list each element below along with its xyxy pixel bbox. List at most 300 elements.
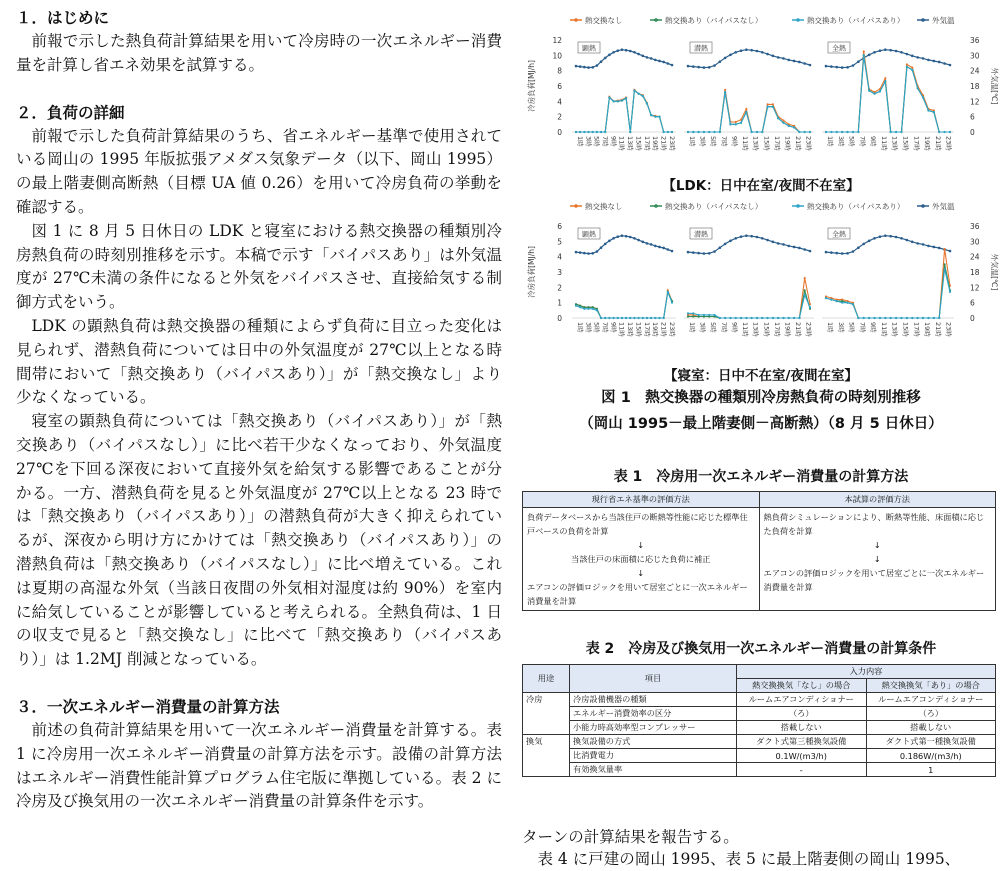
data-point — [703, 252, 706, 255]
x-tick-label: 21時 — [659, 322, 668, 337]
section-heading-method: ３．一次エネルギー消費量の計算方法 — [16, 697, 280, 716]
data-point — [650, 243, 653, 246]
data-point — [646, 242, 649, 245]
table1-cell: 当該住戸の床面積に応じた負荷に補正 — [571, 554, 711, 564]
x-tick-label: 21時 — [794, 322, 803, 337]
x-tick-label: 21時 — [794, 136, 803, 151]
data-point — [663, 317, 665, 319]
table-2 — [522, 664, 996, 777]
data-point — [708, 252, 711, 255]
data-point — [633, 90, 635, 92]
y-axis-label: 冷房負荷[MJ/h] — [527, 246, 536, 298]
x-tick-label: 15時 — [901, 322, 910, 337]
y-tick-label: 2 — [557, 283, 562, 293]
data-point — [777, 117, 779, 119]
series-line — [688, 278, 810, 318]
data-point — [608, 54, 611, 57]
data-point — [745, 317, 747, 319]
y2-tick-label: 0 — [970, 314, 975, 323]
data-point — [616, 49, 619, 52]
data-point — [857, 131, 859, 133]
paragraph: 図 1 に 8 月 5 日休日の LDK と寝室における熱交換器の種類別冷房熱負荷の時刻別推移を示す。本稿で示す「バイパスあり」は外気温度が 27℃未満の条件になると外気をバイパスさせ、直接給気する制御方式をいう。 — [16, 221, 502, 312]
data-point — [740, 122, 742, 124]
data-point — [745, 234, 748, 237]
x-tick-label: 23時 — [804, 322, 813, 337]
x-tick-label: 3時 — [698, 322, 707, 333]
data-point — [734, 237, 737, 240]
data-point — [583, 308, 585, 310]
data-point — [884, 234, 887, 237]
x-tick-label: 5時 — [709, 322, 718, 333]
data-point — [804, 277, 806, 279]
section-heading-load: ２．負荷の詳細 — [16, 103, 125, 122]
data-point — [803, 248, 806, 251]
data-point — [654, 116, 656, 118]
legend-label: 熱交換あり（バイパスあり） — [807, 16, 905, 25]
data-point — [719, 131, 721, 133]
legend-label: 熱交換なし — [585, 16, 623, 25]
x-tick-label: 13時 — [890, 136, 899, 151]
panel-label: 潜熱 — [694, 230, 708, 239]
y2-tick-label: 12 — [970, 97, 980, 107]
x-tick-label: 23時 — [667, 136, 676, 151]
data-point — [671, 64, 674, 67]
x-tick-label: 9時 — [730, 322, 739, 333]
x-tick-label: 15時 — [901, 136, 910, 151]
x-tick-label: 7時 — [719, 322, 728, 333]
data-point — [662, 247, 665, 250]
data-point — [750, 49, 753, 52]
table2-item: 換気設備の方式 — [570, 735, 737, 749]
data-point — [698, 131, 700, 133]
x-tick-label: 7時 — [601, 322, 610, 333]
y-tick-label: 4 — [557, 252, 562, 262]
data-point — [911, 69, 913, 71]
data-point — [873, 317, 875, 319]
figure-caption: 図 1 熱交換器の種類別冷房熱負荷の時刻別推移 — [601, 390, 921, 406]
y2-axis-label: 外気温[℃] — [990, 67, 999, 105]
table1-caption: 表 1 冷房用一次エネルギー消費量の計算方法 — [613, 469, 909, 485]
x-tick-label: 1時 — [688, 136, 696, 147]
x-tick-label: 17時 — [642, 136, 651, 151]
data-point — [846, 302, 848, 304]
data-point — [646, 56, 649, 59]
series-line — [688, 295, 810, 318]
data-point — [825, 65, 828, 68]
table2-cell: （ろ） — [737, 707, 867, 721]
data-point — [846, 66, 849, 69]
data-point — [579, 306, 581, 308]
data-point — [761, 317, 763, 319]
data-point — [735, 123, 737, 125]
data-point — [938, 317, 940, 319]
x-tick-label: 11時 — [741, 136, 750, 151]
data-point — [879, 235, 882, 238]
data-point — [906, 53, 909, 56]
data-point — [772, 317, 774, 319]
table2-cell: 0.1W/(m3/h) — [737, 749, 867, 763]
data-point — [719, 317, 721, 319]
legend-label: 外気温 — [932, 202, 955, 211]
y2-tick-label: 6 — [970, 298, 975, 308]
data-point — [692, 251, 695, 254]
data-point — [906, 66, 908, 68]
data-point — [788, 317, 790, 319]
data-point — [825, 251, 828, 254]
x-tick-label: 15時 — [634, 136, 643, 151]
data-point — [916, 56, 919, 59]
data-point — [803, 62, 806, 65]
data-point — [772, 55, 775, 58]
data-point — [863, 54, 865, 56]
table2-header: 項目 — [570, 665, 737, 693]
x-tick-label: 13時 — [751, 136, 760, 151]
legend-marker — [574, 204, 578, 208]
x-tick-label: 13時 — [890, 322, 899, 337]
data-point — [667, 248, 670, 251]
y2-tick-label: 6 — [970, 112, 975, 122]
table2-header: 熱交換換気「なし」の場合 — [737, 679, 867, 693]
data-point — [625, 97, 627, 99]
data-point — [772, 103, 774, 105]
data-point — [687, 131, 689, 133]
data-point — [793, 317, 795, 319]
data-point — [724, 57, 727, 60]
data-point — [895, 317, 897, 319]
x-tick-label: 13時 — [626, 136, 635, 151]
data-point — [596, 131, 598, 133]
data-point — [830, 251, 833, 254]
data-point — [944, 248, 946, 250]
data-point — [895, 50, 898, 53]
data-point — [633, 237, 636, 240]
data-point — [751, 317, 753, 319]
x-tick-label: 11時 — [617, 322, 626, 337]
data-point — [654, 59, 657, 62]
data-point — [745, 108, 747, 110]
table2-use: 冷房 — [523, 693, 570, 735]
caption-bedroom: 【寝室：日中不在室/夜間在室】 — [664, 368, 858, 384]
y-tick-label: 6 — [557, 82, 562, 91]
x-tick-label: 23時 — [667, 322, 676, 337]
table2-item: 比消費電力 — [570, 749, 737, 763]
data-point — [782, 243, 785, 246]
table2-item: 有効換気量率 — [570, 763, 737, 777]
data-point — [846, 252, 849, 255]
data-point — [766, 317, 768, 319]
data-point — [879, 90, 881, 92]
data-point — [761, 51, 764, 54]
x-tick-label: 17時 — [772, 322, 781, 337]
series-line — [826, 55, 950, 132]
table2-caption: 表 2 冷房及び換気用一次エネルギー消費量の計算条件 — [585, 641, 937, 657]
table2-cell: ダクト式第一種換気設備 — [866, 735, 996, 749]
data-point — [745, 48, 748, 51]
data-point — [798, 61, 801, 64]
series-line — [688, 92, 810, 132]
data-point — [687, 251, 690, 254]
table2-cell: 搭載しない — [866, 721, 996, 735]
arrow: ↓ — [637, 568, 645, 578]
data-point — [719, 60, 722, 63]
data-point — [830, 131, 832, 133]
data-point — [592, 308, 594, 310]
data-point — [698, 314, 700, 316]
x-tick-label: 5時 — [847, 136, 856, 147]
data-point — [638, 317, 640, 319]
data-point — [841, 66, 844, 69]
x-tick-label: 3時 — [584, 136, 593, 147]
data-point — [846, 131, 848, 133]
series-line — [576, 290, 672, 318]
data-point — [642, 95, 644, 97]
data-point — [868, 54, 871, 57]
table2-header: 熱交換換気「あり」の場合 — [866, 679, 996, 693]
x-tick-label: 17時 — [772, 136, 781, 151]
table2-cell: （ろ） — [866, 707, 996, 721]
figure-1 — [522, 0, 1000, 394]
data-point — [777, 242, 780, 245]
data-point — [949, 250, 952, 253]
y-tick-label: 8 — [557, 66, 562, 76]
data-point — [587, 252, 590, 255]
data-point — [922, 57, 925, 60]
data-point — [629, 131, 631, 133]
table2-cell: 0.186W/(m3/h) — [866, 749, 996, 763]
data-point — [612, 237, 615, 240]
x-tick-label: 7時 — [858, 136, 867, 147]
data-point — [933, 111, 935, 113]
data-point — [729, 54, 732, 57]
y2-tick-label: 36 — [970, 222, 980, 231]
data-point — [633, 317, 635, 319]
x-tick-label: 1時 — [688, 322, 696, 333]
x-tick-label: 5時 — [592, 322, 601, 333]
y2-tick-label: 30 — [970, 237, 980, 247]
x-tick-label: 9時 — [730, 136, 739, 147]
data-point — [863, 317, 865, 319]
data-point — [798, 247, 801, 250]
data-point — [804, 131, 806, 133]
data-point — [863, 50, 865, 52]
data-point — [750, 235, 753, 238]
data-point — [793, 126, 795, 128]
data-point — [906, 239, 909, 242]
data-point — [687, 312, 689, 314]
data-point — [719, 246, 722, 249]
legend-marker — [796, 204, 800, 208]
data-point — [835, 252, 838, 255]
data-point — [740, 49, 743, 52]
x-tick-label: 23時 — [804, 136, 813, 151]
data-point — [713, 314, 715, 316]
panel-label: 顕熱 — [582, 230, 596, 239]
data-point — [604, 131, 606, 133]
data-point — [587, 66, 590, 69]
data-point — [671, 302, 673, 304]
panel-label: 顕熱 — [582, 44, 596, 53]
data-point — [646, 103, 648, 105]
y2-tick-label: 24 — [970, 252, 980, 262]
data-point — [756, 236, 759, 239]
data-point — [917, 317, 919, 319]
x-tick-label: 11時 — [617, 136, 626, 151]
data-point — [782, 57, 785, 60]
data-point — [809, 64, 812, 67]
data-point — [654, 317, 656, 319]
data-point — [642, 317, 644, 319]
data-point — [884, 317, 886, 319]
data-point — [857, 60, 860, 63]
data-point — [906, 63, 908, 65]
data-point — [713, 131, 715, 133]
data-point — [587, 131, 589, 133]
data-point — [927, 59, 930, 62]
table-row — [523, 693, 996, 707]
data-point — [900, 317, 902, 319]
legend-label: 外気温 — [932, 16, 955, 25]
data-point — [836, 131, 838, 133]
data-point — [787, 59, 790, 62]
y2-tick-label: 24 — [970, 66, 980, 76]
arrow: ↓ — [637, 540, 645, 550]
arrow: ↓ — [873, 540, 881, 550]
series-line — [826, 264, 950, 318]
paragraph: 前報で示した熱負荷計算結果を用いて冷房時の一次エネルギー消費量を計算し省エネ効果を試算する。 — [16, 32, 502, 74]
data-point — [697, 252, 700, 255]
data-point — [933, 317, 935, 319]
data-point — [756, 50, 759, 53]
data-point — [617, 317, 619, 319]
data-point — [646, 317, 648, 319]
x-tick-label: 3時 — [698, 136, 707, 147]
data-point — [604, 57, 607, 60]
data-point — [761, 131, 763, 133]
data-point — [735, 121, 737, 123]
data-point — [949, 131, 951, 133]
data-point — [825, 131, 827, 133]
data-point — [600, 317, 602, 319]
data-point — [575, 251, 578, 254]
table-row — [523, 721, 996, 735]
data-point — [825, 297, 827, 299]
data-point — [608, 240, 611, 243]
table-row — [523, 707, 996, 721]
data-point — [761, 237, 764, 240]
y-tick-label: 5 — [557, 237, 562, 247]
data-point — [911, 55, 914, 58]
data-point — [949, 291, 951, 293]
data-point — [916, 242, 919, 245]
x-tick-label: 21時 — [659, 136, 668, 151]
data-point — [638, 93, 640, 95]
data-point — [766, 106, 768, 108]
data-point — [612, 317, 614, 319]
table2-cell: 搭載しない — [737, 721, 867, 735]
data-point — [692, 65, 695, 68]
data-point — [911, 241, 914, 244]
data-point — [608, 317, 610, 319]
data-point — [862, 243, 865, 246]
legend-label: 熱交換あり（バイパスあり） — [807, 202, 905, 211]
data-point — [734, 51, 737, 54]
x-tick-label: 9時 — [869, 136, 878, 147]
data-point — [777, 56, 780, 59]
paragraph: LDK の顕熱負荷は熱交換器の種類によらず負荷に目立った変化は見られず、潜熱負荷については日中の外気温度が 27℃以上となる時間帯において「熱交換あり（バイパスあり）」が「熱交換なし」より少なくなっている。 — [16, 316, 502, 407]
table2-cell: 1 — [866, 763, 996, 777]
data-point — [889, 49, 892, 52]
table1-cell: 熱負荷シミュレーションにより、断熱等性能、床面積に応じた負荷を計算 — [763, 512, 985, 536]
data-point — [658, 116, 660, 118]
data-point — [641, 241, 644, 244]
data-point — [787, 245, 790, 248]
x-tick-label: 1時 — [576, 322, 584, 333]
y-tick-label: 3 — [557, 268, 562, 277]
table1-cell: エアコンの評価ロジックを用いて居室ごとに一次エネルギー消費量を計算 — [527, 582, 748, 606]
x-tick-label: 23時 — [944, 136, 953, 151]
legend-label: 熱交換あり（バイパスなし） — [665, 202, 763, 211]
table1-header: 本試算の評価方法 — [759, 492, 996, 508]
y2-tick-label: 18 — [970, 268, 980, 277]
data-point — [782, 317, 784, 319]
data-point — [692, 131, 694, 133]
legend-label: 熱交換なし — [585, 202, 623, 211]
data-point — [621, 99, 623, 101]
data-point — [621, 317, 623, 319]
series-line — [826, 52, 950, 133]
data-point — [616, 235, 619, 238]
data-point — [884, 80, 886, 82]
y2-tick-label: 30 — [970, 51, 980, 61]
data-point — [729, 240, 732, 243]
table2-header: 用途 — [523, 665, 570, 693]
legend-marker — [796, 18, 800, 22]
data-point — [713, 250, 716, 253]
x-tick-label: 5時 — [847, 322, 856, 333]
data-point — [658, 317, 660, 319]
data-point — [641, 55, 644, 58]
y-axis-label: 冷房負荷[MJ/h] — [527, 60, 536, 112]
series-line — [688, 290, 810, 318]
data-point — [625, 317, 627, 319]
data-point — [612, 51, 615, 54]
y-tick-label: 12 — [552, 36, 562, 45]
data-point — [873, 237, 876, 240]
data-point — [650, 114, 652, 116]
y2-tick-label: 12 — [970, 283, 980, 293]
paragraph: 前報で示した負荷計算結果のうち、省エネルギー基準で使用されている岡山の 1995 年版拡張アメダス気象データ（以下、岡山 1995）の最上階妻側高断熱（目標 UA 値 0.26）を用いて冷房負荷の挙動を確認する。 — [16, 126, 502, 216]
data-point — [579, 251, 582, 254]
data-point — [900, 131, 902, 133]
x-tick-label: 19時 — [783, 322, 792, 337]
data-point — [830, 65, 833, 68]
x-tick-label: 3時 — [836, 322, 845, 333]
x-tick-label: 19時 — [923, 322, 932, 337]
paragraph: ターンの計算結果を報告する。 — [522, 828, 739, 846]
legend-label: 熱交換あり（バイパスなし） — [665, 16, 763, 25]
arrow: ↓ — [873, 554, 881, 564]
series-line — [576, 292, 672, 318]
data-point — [629, 236, 632, 239]
data-point — [900, 237, 903, 240]
legend-marker — [574, 18, 578, 22]
paragraph: 前述の負荷計算結果を用いて一次エネルギー消費量を計算する。表 1 に冷房用一次エネルギー消費量の計算方法を示す。設備の計算方法はエネルギー消費性能計算プログラム住宅版に準拠している。表 2 に冷房及び換気用の一次エネルギー消費量の計算条件を示す。 — [16, 720, 502, 811]
y2-tick-label: 18 — [970, 82, 980, 91]
data-point — [949, 64, 952, 67]
data-point — [944, 263, 946, 265]
data-point — [944, 131, 946, 133]
series-line — [576, 91, 672, 132]
